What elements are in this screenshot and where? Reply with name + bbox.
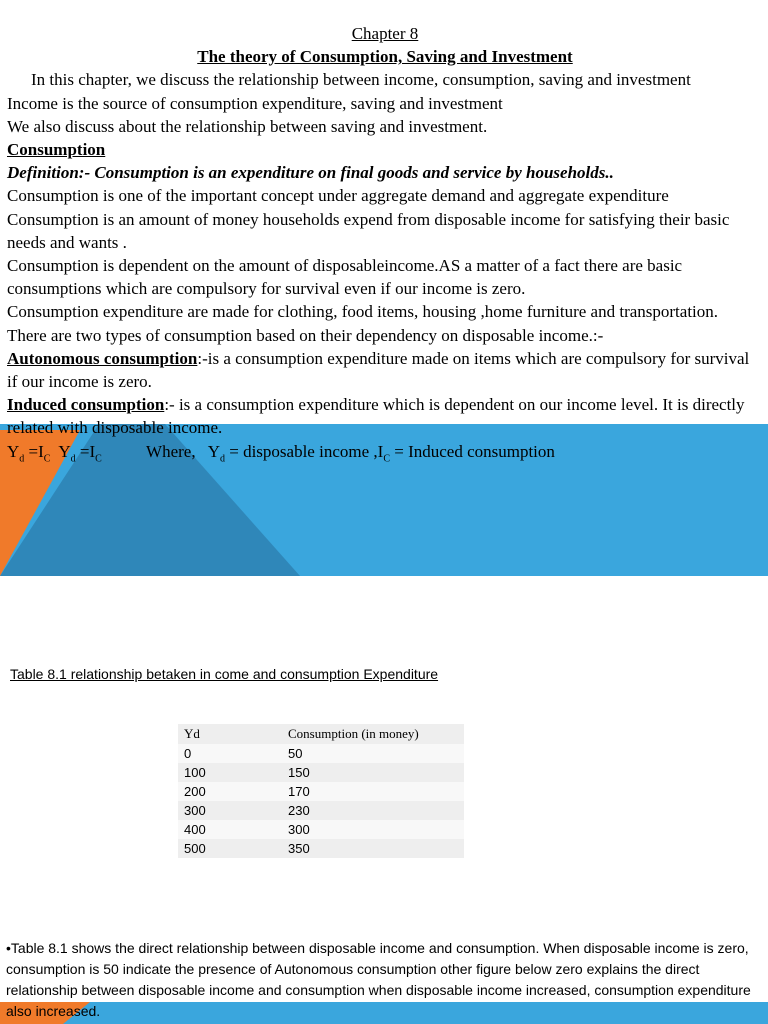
induced-text: :- is a consumption expenditure which is dependent on our income level. It is directly related with disposable income. (7, 395, 745, 438)
autonomous-term: Autonomous consumption (7, 348, 198, 368)
header-consumption: Consumption (in money) (288, 726, 419, 741)
table-row: 200 170 (178, 782, 464, 801)
induced-para (7, 393, 763, 439)
consumption-heading: Consumption (7, 140, 106, 160)
intro-para-3: We also discuss about the relationship between saving and investment. (7, 116, 488, 136)
definition: Definition:- Consumption is an expenditure on final goods and service by households.. (7, 163, 614, 183)
summary-paragraph: •Table 8.1 shows the direct relationship between disposable income and consumption. When disposable income is zero, consumption is 50 indicate the presence of Autonomous consumption other figure below zero explains the direct relationship between disposable income and consumption when disposable income increased, consumption expenditure also increased. (6, 940, 751, 1019)
intro-para-1: In this chapter, we discuss the relationship between income, consumption, saving and investment (31, 70, 691, 90)
table-row: 400 300 (178, 820, 464, 839)
induced-term: Induced consumption (7, 395, 165, 415)
autonomous-para (7, 347, 763, 393)
intro-para-2: Income is the source of consumption expenditure, saving and investment (7, 93, 503, 113)
table-header-row (178, 724, 464, 744)
table-row: 300 230 (178, 801, 464, 820)
body-para-2: Consumption is an amount of money households expend from disposable income for satisfying their basic needs and wants . (7, 209, 730, 252)
chapter-title: The theory of Consumption, Saving and Investment (197, 47, 573, 67)
body-para-5: There are two types of consumption based on their dependency on disposable income.:- (7, 325, 604, 345)
table-row: 100 150 (178, 763, 464, 782)
income-consumption-table (178, 724, 464, 858)
chapter-number: Chapter 8 (351, 24, 419, 43)
table-row: 0 50 (178, 744, 464, 763)
body-para-4: Consumption expenditure are made for clothing, food items, housing ,home furniture and transportation. (7, 302, 719, 322)
formula-line: $Y_d =I_C$ $Y_d =I_C$ Where, $Y_d$ = disposable income $,I_C$ = Induced consumption (7, 441, 555, 465)
chapter-text (7, 22, 763, 470)
table-row: 500 350 (178, 839, 464, 858)
body-para-3: Consumption is dependent on the amount of disposableincome.AS a matter of a fact there are basic consumptions which are compulsory for survival even if our income is zero. (7, 256, 683, 299)
table-caption: Table 8.1 relationship betaken in come and consumption Expenditure (10, 666, 439, 682)
body-para-1: Consumption is one of the important concept under aggregate demand and aggregate expenditure (7, 186, 669, 206)
header-yd: Yd (184, 726, 200, 741)
autonomous-text: :-is a consumption expenditure made on items which are compulsory for survival if our income is zero. (7, 348, 750, 392)
